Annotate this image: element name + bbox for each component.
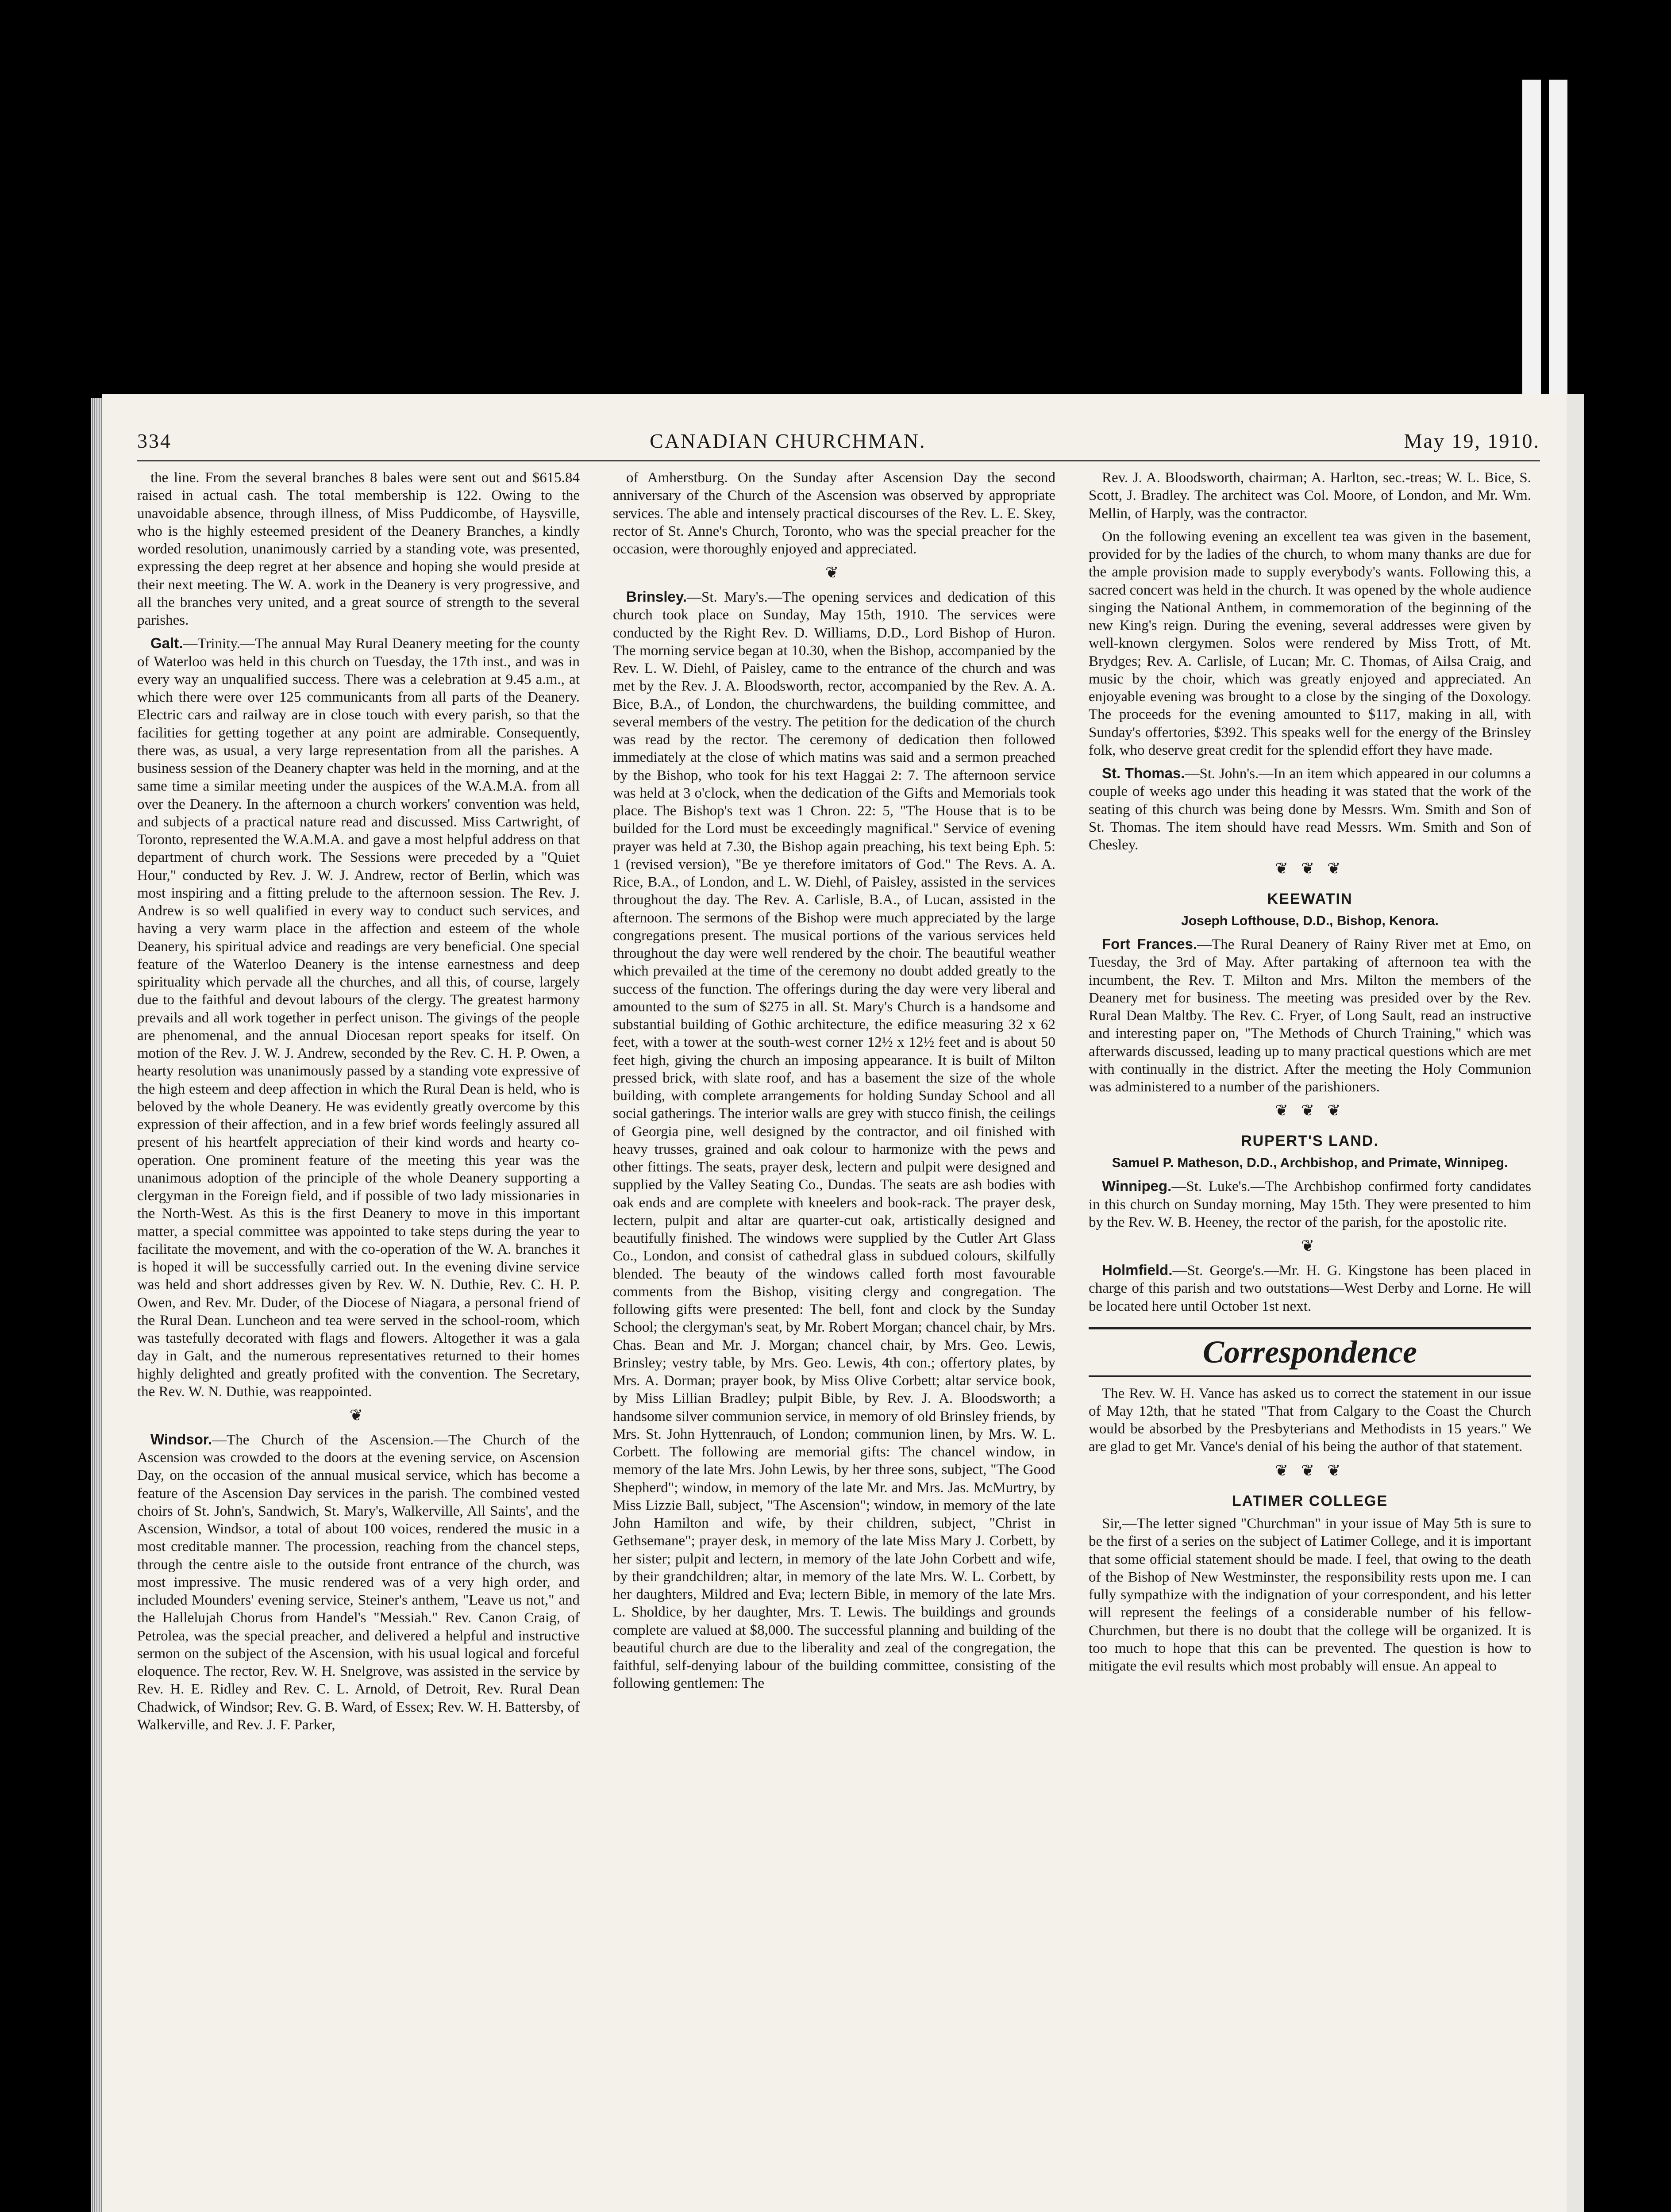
column-2 xyxy=(613,469,1055,1698)
publication-title: CANADIAN CHURCHMAN. xyxy=(650,430,926,452)
column-1 xyxy=(137,469,580,1739)
letter-latimer: Sir,—The letter signed "Churchman" in your issue of May 5th is sure to be the first of a series on the subject of Latimer College, and it is important that some official statement should be made. I feel, that owing to the death of the Bishop of New Westminster, the responsibility rests upon me. I can fully sympathize with the indignation of your correspondent, and his letter will represent the feelings of a considerable number of his fellow-Churchmen, but there is no doubt that the college will be organized. It is too much to hope that this can be prevented. The question is how to mitigate the evil results which most probably will ensue. An appeal to xyxy=(1089,1516,1531,1674)
section-heading-keewatin: KEEWATIN xyxy=(1267,891,1353,908)
article-heading: Fort Frances. xyxy=(1102,936,1197,952)
article-text: —The Rural Deanery of Rainy River met at Emo, on Tuesday, the 3rd of May. After partaking of afternoon tea with the incumbent, the Rev. T. Milton and Mrs. Milton the members of the Deanery met for business. The meeting was presided over by the Rev. Rural Dean Maltby. The Rev. C. Fryer, of Long Sault, read an instructive and interesting paper on, "The Methods of Church Training," which was afterwards discussed, leading up to many practical questions which are met with continually in the district. After the meeting the Holy Communion was administered to a number of the parishioners. xyxy=(1089,937,1531,1095)
article-brinsley xyxy=(613,588,1055,1693)
article-text: —St. John's.—In an item which appeared in our columns a couple of weeks ago under this heading it was stated that the work of the seating of this church was being done by Messrs. Wm. Smith and Son of St. Thomas. The item should have read Messrs. Wm. Smith and Son of Chesley. xyxy=(1089,766,1532,853)
article-text: the line. From the several branches 8 bales were sent out and $615.84 raised in actual cash. The total membership is 122. Owing to the unavoidable absence, through illness, of Miss Puddicombe, of Haysville, who is the highly esteemed president of the Deanery Branches, a kindly worded resolution, unanimously carried by a standing vote, was presented, expressing the deep regret at her absence and hoping she would preside at their next meeting. The W. A. work in the Deanery is very progressive, and all the branches very united, and a great source of strength to the several parishes. xyxy=(137,470,580,628)
header-rule xyxy=(137,460,1540,461)
article-heading: Holmfield. xyxy=(1102,1262,1173,1279)
ornament: ❦ xyxy=(1301,1237,1319,1255)
correspondence-heading: Correspondence xyxy=(1089,1327,1531,1377)
section-heading-latimer: LATIMER COLLEGE xyxy=(1232,1492,1388,1509)
article-text: —St. George's.—Mr. H. G. Kingstone has been placed in charge of this parish and two outstations—West Derby and Lorne. He will be located here until October 1st next. xyxy=(1089,1263,1531,1314)
bishop-line: Samuel P. Matheson, D.D., Archbishop, and Primate, Winnipeg. xyxy=(1112,1155,1508,1170)
article-fort-frances xyxy=(1089,935,1531,1096)
article-heading: Brinsley. xyxy=(626,588,687,605)
ornament: ❦ ❦ ❦ xyxy=(1274,860,1345,878)
article-text: —St. Luke's.—The Archbishop confirmed forty candidates in this church on Sunday morning, May 15th. They were presented to him by the Rev. W. B. Heeney, the rector of the parish, for the apostolic rite. xyxy=(1089,1179,1531,1230)
newspaper-page xyxy=(102,394,1575,2212)
article-st-thomas xyxy=(1089,764,1531,854)
article-windsor xyxy=(137,1431,580,1734)
article-heading: Galt. xyxy=(150,635,183,652)
page-number: 334 xyxy=(137,430,172,452)
article-text: Rev. J. A. Bloodsworth, chairman; A. Harlton, sec.-treas; W. L. Bice, S. Scott, J. Bradley. The architect was Col. Moore, of London, and Mr. Wm. Mellin, of Harply, was the contractor. xyxy=(1089,470,1531,522)
ornament: ❦ xyxy=(349,1406,368,1424)
bishop-line: Joseph Lofthouse, D.D., Bishop, Kenora. xyxy=(1181,913,1439,928)
article-winnipeg xyxy=(1089,1177,1531,1231)
issue-date: May 19, 1910. xyxy=(1404,430,1540,452)
article-galt xyxy=(137,634,580,1401)
article-heading: St. Thomas. xyxy=(1102,765,1185,781)
article-text: of Amherstburg. On the Sunday after Ascension Day the second anniversary of the Church of the Ascension was observed by appropriate services. The able and intensely practical discourses of the Rev. L. E. Skey, rector of St. Anne's Church, Toronto, who was the special preacher for the occasion, were thoroughly enjoyed and appreciated. xyxy=(613,470,1055,557)
facing-page-edge xyxy=(1567,394,1584,2212)
section-heading-ruperts-land: RUPERT'S LAND. xyxy=(1241,1133,1379,1150)
letter-vance: The Rev. W. H. Vance has asked us to correct the statement in our issue of May 12th, that he stated "That from Calgary to the Coast the Church would be absorbed by the Presbyterians and Methodists in 15 years." We are glad to get Mr. Vance's denial of his being the author of that statement. xyxy=(1089,1385,1531,1455)
article-holmfield xyxy=(1089,1261,1531,1315)
column-3 xyxy=(1089,469,1531,1680)
article-text: On the following evening an excellent tea was given in the basement, provided for by the ladies of the church, to whom many thanks are due for the ample provision made to supply everybody's wants. Following this, a sacred concert was held in the church. It was opened by the whole audience singing the National Anthem, in commemoration of the beginning of the new King's reign. During the evening, several addresses were given by well-known clergymen. Solos were rendered by Miss Trott, of Mt. Brydges; Rev. A. Carlisle, of Lucan; Mr. C. Thomas, of Ailsa Craig, and music by the choir, which was greatly enjoyed and appreciated. An enjoyable evening was brought to a close by the singing of the Doxology. The proceeds for the evening amounted to $117, making in all, with Sunday's offertories, $392. This speaks well for the energy of the Brinsley folk, who deserve great credit for the splendid effort they have made. xyxy=(1089,528,1531,758)
article-text: —St. Mary's.—The opening services and dedication of this church took place on Sunday, May 15th, 1910. The services were conducted by the Right Rev. D. Williams, D.D., Lord Bishop of Huron. The morning service began at 10.30, when the Bishop, accompanied by the Rev. L. W. Diehl, of Paisley, came to the entrance of the church and was met by the Rev. J. A. Bloodsworth, rector, accompanied by the Rev. A. A. Bice, B.A., of London, the churchwardens, the building committee, and several members of the vestry. The petition for the dedication of the church was read by the rector. The ceremony of dedication then followed immediately at the close of which matins was said and a sermon preached by the Bishop, who took for his text Haggai 2: 7. The afternoon service was held at 3 o'clock, when the dedication of the Gifts and Memorials took place. The Bishop's text was 1 Chron. 22: 5, "The House that is to be builded for the Lord must be exceedingly magnifical." Service of evening prayer was held at 7.30, the Bishop again preaching, his text being Eph. 5: 1 (revised version), "Be ye therefore imitators of God." The Revs. A. A. Rice, B.A., of London, and L. W. Diehl, of Paisley, assisted in the services throughout the day. The Rev. A. Carlisle, B.A., of Lucan, assisted in the afternoon. The sermons of the Bishop were much appreciated by the large congregations present. The musical portions of the various services held throughout the day were well rendered by the choir. The beautiful weather which prevailed at the time of the ceremony no doubt added greatly to the success of the function. The offerings during the day were very liberal and amounted to the sum of $275 in all. St. Mary's Church is a handsome and substantial building of Gothic architecture, the edifice measuring 32 x 62 feet, with a tower at the south-west corner 12½ x 12½ feet and is about 50 feet high, giving the church an imposing appearance. It is built of Milton pressed brick, with slate roof, and has a basement the size of the whole building, with complete arrangements for holding Sunday School and all social gatherings. The interior walls are grey with stucco finish, the ceilings of Georgia pine, well designed by the contractor, and oil finished with heavy trusses, grained and oak colour to harmonize with the pews and other fittings. The seats, prayer desk, lectern and pulpit were designed and supplied by the Valley Seating Co., Dundas. The seats are ash bodies with oak ends and are complete with kneelers and book-rack. The prayer desk, lectern, pulpit and altar are quarter-cut oak, artistically designed and beautifully finished. The windows were supplied by the Cutler Art Glass Co., London, and consist of cathedral glass in subdued colours, skilfully blended. The beauty of the windows called forth most favourable comments from the Bishop, visiting clergy and congregation. The following gifts were presented: The bell, font and clock by the Sunday School; the clergyman's seat, by Mr. Robert Morgan; chancel chair, by Mrs. Chas. Bean and Mr. J. Morgan; chancel chair, by Mrs. Geo. Lewis, Brinsley; vestry table, by Mrs. Geo. Lewis, 4th con.; offertory plates, by Mrs. A. Dorman; prayer book, by Miss Olive Corbett; altar service book, by Miss Lillian Bradley; pulpit Bible, by Rev. J. A. Bloodsworth; a handsome silver communion service, in memory of old Brinsley friends, by Mrs. St. John Hyttenrauch, of London; communion linen, by Mrs. W. L. Corbett. The following are memorial gifts: The chancel window, in memory of the late Mrs. John Lewis, by her three sons, subject, "The Good Shepherd"; window, in memory of the late Mr. and Mrs. Jas. McMurtry, by Miss Lizzie Ball, subject, "The Ascension"; window, in memory of the late John Hamilton and wife, by their children, subject, "Christ in Gethsemane"; prayer desk, in memory of the late Miss Mary J. Corbett, by her sister; pulpit and lectern, in memory of the late John Corbett and wife, by their grandchildren; altar, in memory of the late Mrs. W. L. Corbett, by her daughters, Mildred and Eva; lectern Bible, in memory of the late Mrs. L. Sholdice, by her daughter, Mrs. T. Lewis. The buildings and grounds complete are valued at $8,000. The successful planning and building of the beautiful church are due to the liberality and zeal of the congregation, the faithful, self-denying labour of the building committee, consisting of the following gentlemen: The xyxy=(613,589,1055,1692)
article-text: —Trinity.—The annual May Rural Deanery meeting for the county of Waterloo was held in this church on Tuesday, the 17th inst., and was in every way an unqualified success. There was a celebration at 9.45 a.m., at which there were over 125 communicants from all parts of the Deanery. Electric cars and railway are in close touch with every parish, so that the facilities for getting together at any point are admirable. Consequently, there was, as usual, a very large representation from all the parishes. A business session of the Deanery chapter was held in the morning, and at the same time a similar meeting under the auspices of the W.A.M.A. from all over the Deanery. In the afternoon a church workers' convention was held, and subjects of a practical nature read and discussed. Miss Cartwright, of Toronto, represented the W.A.M.A. and gave a most helpful address on that department of church work. The Sessions were preceded by a "Quiet Hour," conducted by Rev. J. W. J. Andrew, rector of Berlin, which was most inspiring and a fitting prelude to the afternoon session. The Rev. J. Andrew is so well qualified in every way to conduct such services, and having a very warm place in the affection and esteem of the whole Deanery, his spiritual advice and readings are very beneficial. One special feature of the Waterloo Deanery is the intense earnestness and deep spirituality which pervade all the churches, and all this, of course, largely due to the faithful and devout labours of the clergy. The greatest harmony prevails and all work together in perfect unison. The givings of the people are phenomenal, and the annual Diocesan report speaks for itself. On motion of the Rev. J. W. J. Andrew, seconded by the Rev. C. H. P. Owen, a hearty resolution was unanimously passed by a standing vote expressive of the high esteem and deep affection in which the Rural Dean is held, who is beloved by the whole Deanery. He was evidently greatly overcome by this expression of their affection, and in a few brief words feelingly assured all present of his heartfelt appreciation of their kind words and hearty co-operation. One prominent feature of the meeting this year was the unanimous adoption of the principle of the whole Deanery supporting a clergyman in the Foreign field, and if possible of two lady missionaries in the North-West. As this is the first Deanery to move in this important matter, a special committee was appointed to take steps during the year to facilitate the movement, and with the co-operation of the W. A. branches it is hoped it will be successfully carried out. In the evening divine service was held and short addresses given by Rev. W. N. Duthie, Rev. C. H. P. Owen, and Rev. Mr. Duder, of the Diocese of Niagara, a personal friend of the Rural Dean. Luncheon and tea were served in the school-room, which was tastefully decorated with flags and flowers. Altogether it was a gala day in Galt, and the numerous representatives returned to their homes highly delighted and greatly profited with the convention. The Secretary, the Rev. W. N. Duthie, was reappointed. xyxy=(137,636,580,1400)
ornament: ❦ ❦ ❦ xyxy=(1274,1461,1345,1479)
article-text: —The Church of the Ascension.—The Church of the Ascension was crowded to the doors at the evening service, on Ascension Day, on the occasion of the annual musical service, which has become a feature of the Ascension Day services in the parish. The combined vested choirs of St. John's, Sandwich, St. Mary's, Walkerville, All Saints', and the Ascension, Windsor, a total of about 100 voices, rendered the music in a most creditable manner. The procession, reaching from the chancel steps, through the centre aisle to the outside front entrance of the church, was most impressive. The music rendered was of a very high order, and included Mounders' evening service, Steiner's anthem, "Leave us not," and the Hallelujah Chorus from Handel's "Messiah." Rev. Canon Craig, of Petrolea, was the special preacher, and delivered a helpful and instructive sermon on the subject of the Ascension, with his usual logical and forceful eloquence. The rector, Rev. W. H. Snelgrove, was assisted in the service by Rev. H. E. Ridley and Rev. C. L. Arnold, of Detroit, Rev. Rural Dean Chadwick, of Windsor; Rev. G. B. Ward, of Essex; Rev. W. H. Battersby, of Walkerville, and Rev. J. F. Parker, xyxy=(137,1432,580,1733)
article-heading: Winnipeg. xyxy=(1102,1178,1172,1194)
page-header xyxy=(137,429,1540,460)
article-heading: Windsor. xyxy=(150,1431,212,1448)
ornament: ❦ ❦ ❦ xyxy=(1274,1102,1345,1120)
ornament: ❦ xyxy=(825,564,843,582)
